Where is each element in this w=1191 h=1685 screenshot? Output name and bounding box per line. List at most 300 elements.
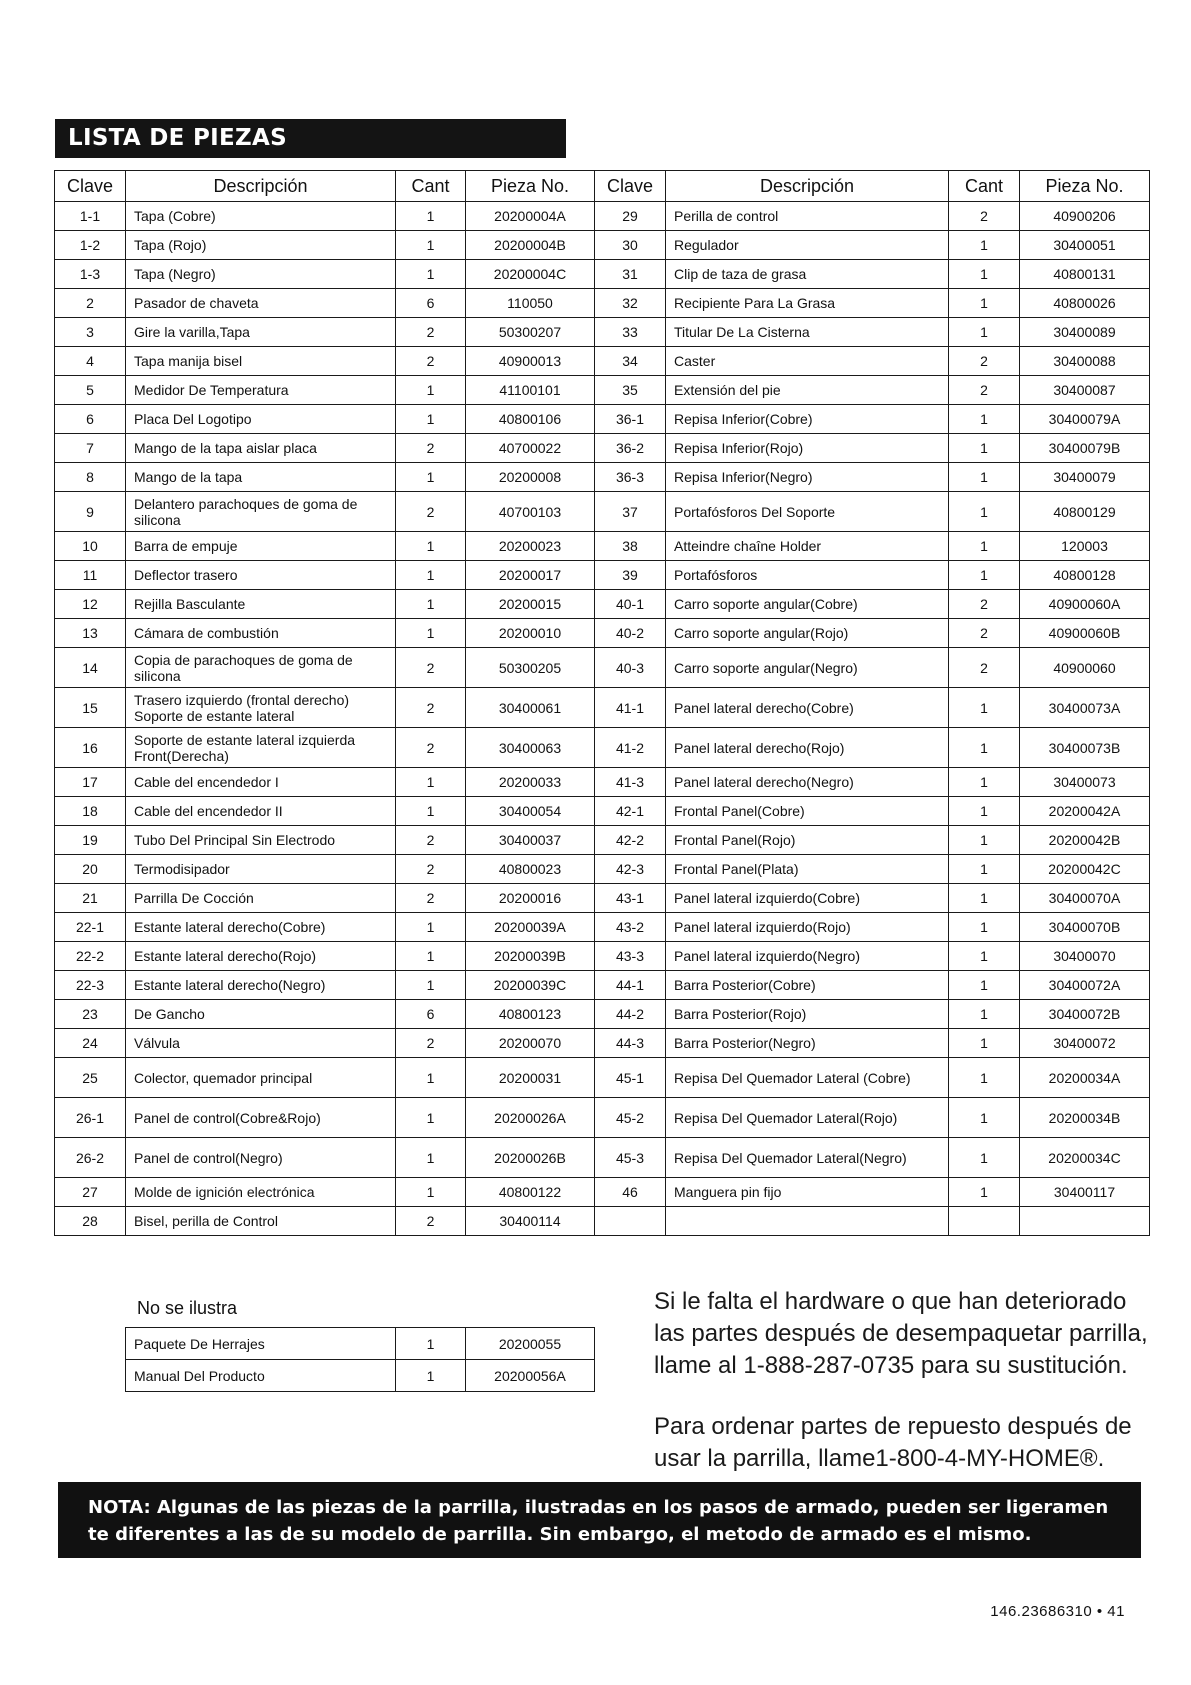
quantity-cell: 2: [396, 688, 466, 728]
table-row: [55, 648, 1150, 688]
part-number-cell: 20200016: [466, 884, 595, 913]
key-cell: 2: [55, 289, 126, 318]
description-cell: Mango de la tapa: [126, 463, 396, 492]
not-illustrated-table: [125, 1327, 595, 1392]
description-cell: Tapa manija bisel: [126, 347, 396, 376]
description-cell: Paquete De Herrajes: [126, 1328, 396, 1360]
description-cell: Barra Posterior(Rojo): [666, 1000, 949, 1029]
table-row: [55, 492, 1150, 532]
key-cell: 13: [55, 619, 126, 648]
description-cell: Recipiente Para La Grasa: [666, 289, 949, 318]
description-cell: Clip de taza de grasa: [666, 260, 949, 289]
quantity-cell: 2: [396, 1029, 466, 1058]
key-cell: 30: [595, 231, 666, 260]
description-cell: Molde de ignición electrónica: [126, 1178, 396, 1207]
key-cell: 36-1: [595, 405, 666, 434]
quantity-cell: 2: [949, 648, 1020, 688]
not-illustrated-body: [126, 1328, 595, 1392]
description-cell: Estante lateral derecho(Cobre): [126, 913, 396, 942]
quantity-cell: 1: [949, 1029, 1020, 1058]
key-cell: 39: [595, 561, 666, 590]
description-cell: Bisel, perilla de Control: [126, 1207, 396, 1236]
quantity-cell: 1: [396, 797, 466, 826]
quantity-cell: 1: [396, 1360, 466, 1392]
description-cell: Extensión del pie: [666, 376, 949, 405]
part-number-cell: 20200039A: [466, 913, 595, 942]
quantity-cell: 2: [396, 728, 466, 768]
description-cell: Panel de control(Negro): [126, 1138, 396, 1178]
quantity-cell: [949, 1207, 1020, 1236]
description-cell: Repisa Del Quemador Lateral(Rojo): [666, 1098, 949, 1138]
quantity-cell: 1: [949, 826, 1020, 855]
table-row: [55, 289, 1150, 318]
quantity-cell: 1: [396, 1138, 466, 1178]
key-cell: 41-2: [595, 728, 666, 768]
description-cell: Carro soporte angular(Negro): [666, 648, 949, 688]
table-row: [55, 1178, 1150, 1207]
quantity-cell: 1: [949, 688, 1020, 728]
table-row: [55, 855, 1150, 884]
description-cell: Frontal Panel(Rojo): [666, 826, 949, 855]
key-cell: 11: [55, 561, 126, 590]
quantity-cell: 1: [949, 797, 1020, 826]
part-number-cell: 40700022: [466, 434, 595, 463]
quantity-cell: 1: [396, 405, 466, 434]
description-cell: Delantero parachoques de goma de silicona: [126, 492, 396, 532]
description-cell: Frontal Panel(Plata): [666, 855, 949, 884]
description-cell: Rejilla Basculante: [126, 590, 396, 619]
part-number-cell: 40800131: [1020, 260, 1150, 289]
description-cell: Panel lateral izquierdo(Negro): [666, 942, 949, 971]
part-number-cell: 30400073B: [1020, 728, 1150, 768]
table-row: [55, 202, 1150, 231]
quantity-cell: 1: [949, 463, 1020, 492]
description-cell: Repisa Inferior(Cobre): [666, 405, 949, 434]
part-number-cell: 30400087: [1020, 376, 1150, 405]
key-cell: 16: [55, 728, 126, 768]
part-number-cell: 120003: [1020, 532, 1150, 561]
table-row: [55, 231, 1150, 260]
key-cell: 26-1: [55, 1098, 126, 1138]
order-parts-message: Para ordenar partes de repuesto después de usar la parrilla, llame1-800-4-MY-HOME®.: [654, 1413, 1132, 1472]
key-cell: 46: [595, 1178, 666, 1207]
part-number-cell: 20200042B: [1020, 826, 1150, 855]
key-cell: 15: [55, 688, 126, 728]
key-cell: 22-1: [55, 913, 126, 942]
description-cell: Barra Posterior(Cobre): [666, 971, 949, 1000]
part-number-cell: 40700103: [466, 492, 595, 532]
description-cell: De Gancho: [126, 1000, 396, 1029]
key-cell: 6: [55, 405, 126, 434]
key-cell: 20: [55, 855, 126, 884]
quantity-cell: 1: [949, 942, 1020, 971]
key-cell: 4: [55, 347, 126, 376]
description-cell: Parrilla De Cocción: [126, 884, 396, 913]
table-row: [55, 405, 1150, 434]
part-number-cell: 40900060B: [1020, 619, 1150, 648]
part-number-cell: 20200034C: [1020, 1138, 1150, 1178]
column-header: Cant: [949, 171, 1020, 202]
description-cell: Tapa (Rojo): [126, 231, 396, 260]
table-row: [55, 1029, 1150, 1058]
description-cell: Barra de empuje: [126, 532, 396, 561]
description-cell: Carro soporte angular(Rojo): [666, 619, 949, 648]
table-row: [55, 797, 1150, 826]
description-cell: Placa Del Logotipo: [126, 405, 396, 434]
note-banner: [58, 1482, 1141, 1558]
description-cell: Regulador: [666, 231, 949, 260]
quantity-cell: 1: [396, 1328, 466, 1360]
key-cell: 24: [55, 1029, 126, 1058]
part-number-cell: 30400079: [1020, 463, 1150, 492]
table-row: [55, 561, 1150, 590]
description-cell: Carro soporte angular(Cobre): [666, 590, 949, 619]
key-cell: 41-3: [595, 768, 666, 797]
table-row: [55, 1098, 1150, 1138]
key-cell: 42-2: [595, 826, 666, 855]
part-number-cell: 20200042C: [1020, 855, 1150, 884]
key-cell: 44-2: [595, 1000, 666, 1029]
table-row: [55, 434, 1150, 463]
key-cell: 31: [595, 260, 666, 289]
description-cell: Atteindre chaîne Holder: [666, 532, 949, 561]
quantity-cell: 2: [396, 826, 466, 855]
quantity-cell: 1: [396, 971, 466, 1000]
part-number-cell: 20200004B: [466, 231, 595, 260]
key-cell: 45-3: [595, 1138, 666, 1178]
quantity-cell: 1: [396, 1178, 466, 1207]
key-cell: 14: [55, 648, 126, 688]
quantity-cell: 1: [396, 768, 466, 797]
description-cell: Válvula: [126, 1029, 396, 1058]
quantity-cell: 2: [949, 590, 1020, 619]
quantity-cell: 2: [396, 648, 466, 688]
key-cell: 25: [55, 1058, 126, 1098]
key-cell: 3: [55, 318, 126, 347]
quantity-cell: 2: [396, 492, 466, 532]
key-cell: 40-1: [595, 590, 666, 619]
quantity-cell: 2: [949, 376, 1020, 405]
quantity-cell: 1: [949, 434, 1020, 463]
part-number-cell: 30400073A: [1020, 688, 1150, 728]
quantity-cell: 1: [949, 1178, 1020, 1207]
quantity-cell: 1: [949, 561, 1020, 590]
quantity-cell: 1: [949, 1138, 1020, 1178]
description-cell: Trasero izquierdo (frontal derecho) Soporte de estante lateral: [126, 688, 396, 728]
key-cell: 1-2: [55, 231, 126, 260]
part-number-cell: 30400070B: [1020, 913, 1150, 942]
description-cell: Deflector trasero: [126, 561, 396, 590]
description-cell: Panel lateral derecho(Negro): [666, 768, 949, 797]
table-row: [55, 532, 1150, 561]
quantity-cell: 1: [949, 1098, 1020, 1138]
column-header: Clave: [595, 171, 666, 202]
quantity-cell: 1: [949, 492, 1020, 532]
table-row: [55, 463, 1150, 492]
description-cell: Repisa Inferior(Negro): [666, 463, 949, 492]
quantity-cell: 1: [396, 231, 466, 260]
part-number-cell: 30400072: [1020, 1029, 1150, 1058]
part-number-cell: 20200026A: [466, 1098, 595, 1138]
quantity-cell: 1: [949, 1000, 1020, 1029]
key-cell: 7: [55, 434, 126, 463]
quantity-cell: 6: [396, 1000, 466, 1029]
key-cell: 19: [55, 826, 126, 855]
part-number-cell: 30400079B: [1020, 434, 1150, 463]
part-number-cell: 20200015: [466, 590, 595, 619]
table-row: [55, 728, 1150, 768]
part-number-cell: 30400037: [466, 826, 595, 855]
description-cell: Barra Posterior(Negro): [666, 1029, 949, 1058]
table-row: [55, 347, 1150, 376]
key-cell: 43-2: [595, 913, 666, 942]
quantity-cell: 1: [949, 405, 1020, 434]
key-cell: 36-2: [595, 434, 666, 463]
key-cell: 38: [595, 532, 666, 561]
key-cell: 12: [55, 590, 126, 619]
key-cell: 21: [55, 884, 126, 913]
key-cell: 44-1: [595, 971, 666, 1000]
key-cell: 22-2: [55, 942, 126, 971]
table-header-row: [55, 171, 1150, 202]
part-number-cell: 40800123: [466, 1000, 595, 1029]
part-number-cell: 50300207: [466, 318, 595, 347]
quantity-cell: 1: [949, 855, 1020, 884]
key-cell: 26-2: [55, 1138, 126, 1178]
description-cell: Tubo Del Principal Sin Electrodo: [126, 826, 396, 855]
missing-hardware-message: Si le falta el hardware o que han deteriorado las partes después de desempaquetar parrilla, llame al 1-888-287-0735 para su sustitución.: [654, 1288, 1148, 1379]
part-number-cell: [1020, 1207, 1150, 1236]
quantity-cell: 1: [396, 913, 466, 942]
quantity-cell: 1: [949, 913, 1020, 942]
key-cell: 22-3: [55, 971, 126, 1000]
description-cell: Copia de parachoques de goma de silicona: [126, 648, 396, 688]
table-row: [55, 619, 1150, 648]
quantity-cell: 2: [396, 318, 466, 347]
quantity-cell: 6: [396, 289, 466, 318]
key-cell: 23: [55, 1000, 126, 1029]
part-number-cell: 40900060: [1020, 648, 1150, 688]
quantity-cell: 1: [949, 971, 1020, 1000]
part-number-cell: 20200055: [466, 1328, 595, 1360]
quantity-cell: 2: [396, 884, 466, 913]
quantity-cell: 1: [396, 590, 466, 619]
part-number-cell: 30400089: [1020, 318, 1150, 347]
part-number-cell: 40900013: [466, 347, 595, 376]
key-cell: 33: [595, 318, 666, 347]
part-number-cell: 30400054: [466, 797, 595, 826]
table-row: [55, 376, 1150, 405]
quantity-cell: 2: [396, 855, 466, 884]
column-header: Descripción: [666, 171, 949, 202]
part-number-cell: 30400070: [1020, 942, 1150, 971]
description-cell: Repisa Inferior(Rojo): [666, 434, 949, 463]
description-cell: Panel lateral derecho(Cobre): [666, 688, 949, 728]
key-cell: 43-3: [595, 942, 666, 971]
key-cell: 41-1: [595, 688, 666, 728]
quantity-cell: 2: [396, 347, 466, 376]
part-number-cell: 50300205: [466, 648, 595, 688]
table-row: [55, 942, 1150, 971]
part-number-cell: 30400073: [1020, 768, 1150, 797]
key-cell: 40-3: [595, 648, 666, 688]
description-cell: Mango de la tapa aislar placa: [126, 434, 396, 463]
key-cell: 8: [55, 463, 126, 492]
column-header: Cant: [396, 171, 466, 202]
description-cell: Tapa (Cobre): [126, 202, 396, 231]
key-cell: 43-1: [595, 884, 666, 913]
quantity-cell: 1: [396, 260, 466, 289]
part-number-cell: 20200034B: [1020, 1098, 1150, 1138]
key-cell: 35: [595, 376, 666, 405]
part-number-cell: 20200004A: [466, 202, 595, 231]
key-cell: 29: [595, 202, 666, 231]
description-cell: Frontal Panel(Cobre): [666, 797, 949, 826]
description-cell: [666, 1207, 949, 1236]
quantity-cell: 1: [949, 231, 1020, 260]
key-cell: 1-3: [55, 260, 126, 289]
part-number-cell: 20200026B: [466, 1138, 595, 1178]
quantity-cell: 1: [396, 202, 466, 231]
description-cell: Estante lateral derecho(Negro): [126, 971, 396, 1000]
part-number-cell: 30400070A: [1020, 884, 1150, 913]
part-number-cell: 40800129: [1020, 492, 1150, 532]
description-cell: Panel lateral izquierdo(Cobre): [666, 884, 949, 913]
key-cell: 18: [55, 797, 126, 826]
quantity-cell: 1: [396, 532, 466, 561]
description-cell: Repisa Del Quemador Lateral(Negro): [666, 1138, 949, 1178]
part-number-cell: 40800106: [466, 405, 595, 434]
key-cell: 17: [55, 768, 126, 797]
section-title: LISTA DE PIEZAS: [68, 125, 287, 151]
description-cell: Portafósforos: [666, 561, 949, 590]
table-row: [55, 913, 1150, 942]
table-row: [126, 1328, 595, 1360]
quantity-cell: 1: [949, 728, 1020, 768]
quantity-cell: 1: [949, 289, 1020, 318]
description-cell: Perilla de control: [666, 202, 949, 231]
parts-table: [54, 170, 1150, 1236]
table-row: [55, 884, 1150, 913]
description-cell: Termodisipador: [126, 855, 396, 884]
key-cell: 42-1: [595, 797, 666, 826]
quantity-cell: 1: [949, 884, 1020, 913]
key-cell: 32: [595, 289, 666, 318]
description-cell: Panel de control(Cobre&Rojo): [126, 1098, 396, 1138]
part-number-cell: 41100101: [466, 376, 595, 405]
part-number-cell: 40800026: [1020, 289, 1150, 318]
quantity-cell: 2: [396, 434, 466, 463]
column-header: Pieza No.: [1020, 171, 1150, 202]
part-number-cell: 30400061: [466, 688, 595, 728]
table-row: [55, 260, 1150, 289]
quantity-cell: 1: [396, 463, 466, 492]
table-row: [126, 1360, 595, 1392]
column-header: Clave: [55, 171, 126, 202]
part-number-cell: 20200017: [466, 561, 595, 590]
description-cell: Colector, quemador principal: [126, 1058, 396, 1098]
description-cell: Panel lateral izquierdo(Rojo): [666, 913, 949, 942]
part-number-cell: 110050: [466, 289, 595, 318]
key-cell: 44-3: [595, 1029, 666, 1058]
table-row: [55, 1000, 1150, 1029]
quantity-cell: 1: [949, 318, 1020, 347]
table-row: [55, 318, 1150, 347]
key-cell: 45-2: [595, 1098, 666, 1138]
description-cell: Soporte de estante lateral izquierda Front(Derecha): [126, 728, 396, 768]
table-row: [55, 1058, 1150, 1098]
column-header: Pieza No.: [466, 171, 595, 202]
part-number-cell: 30400117: [1020, 1178, 1150, 1207]
quantity-cell: 2: [949, 619, 1020, 648]
table-row: [55, 826, 1150, 855]
description-cell: Pasador de chaveta: [126, 289, 396, 318]
part-number-cell: 20200039B: [466, 942, 595, 971]
part-number-cell: 20200070: [466, 1029, 595, 1058]
table-row: [55, 688, 1150, 728]
description-cell: Gire la varilla,Tapa: [126, 318, 396, 347]
key-cell: 1-1: [55, 202, 126, 231]
key-cell: 28: [55, 1207, 126, 1236]
part-number-cell: 30400079A: [1020, 405, 1150, 434]
table-row: [55, 1207, 1150, 1236]
key-cell: 40-2: [595, 619, 666, 648]
table-row: [55, 768, 1150, 797]
quantity-cell: 1: [396, 619, 466, 648]
description-cell: Repisa Del Quemador Lateral (Cobre): [666, 1058, 949, 1098]
description-cell: Cable del encendedor I: [126, 768, 396, 797]
description-cell: Estante lateral derecho(Rojo): [126, 942, 396, 971]
description-cell: Cable del encendedor II: [126, 797, 396, 826]
part-number-cell: 40900206: [1020, 202, 1150, 231]
note-text: NOTA: Algunas de las piezas de la parrilla, ilustradas en los pasos de armado, pueden ser ligeramen te diferentes a las de su modelo de parrilla. Sin embargo, el metodo de armado es el mismo.: [88, 1497, 1109, 1545]
quantity-cell: 1: [396, 1058, 466, 1098]
description-cell: Manual Del Producto: [126, 1360, 396, 1392]
description-cell: Cámara de combustión: [126, 619, 396, 648]
part-number-cell: 30400072A: [1020, 971, 1150, 1000]
quantity-cell: 1: [396, 942, 466, 971]
key-cell: 45-1: [595, 1058, 666, 1098]
quantity-cell: 1: [396, 561, 466, 590]
part-number-cell: 20200034A: [1020, 1058, 1150, 1098]
quantity-cell: 2: [949, 347, 1020, 376]
part-number-cell: 20200004C: [466, 260, 595, 289]
part-number-cell: 40800128: [1020, 561, 1150, 590]
table-row: [55, 1138, 1150, 1178]
key-cell: 37: [595, 492, 666, 532]
column-header: Descripción: [126, 171, 396, 202]
part-number-cell: 20200008: [466, 463, 595, 492]
part-number-cell: 30400088: [1020, 347, 1150, 376]
quantity-cell: 1: [949, 532, 1020, 561]
part-number-cell: 40800122: [466, 1178, 595, 1207]
part-number-cell: 20200023: [466, 532, 595, 561]
parts-table-body: [55, 202, 1150, 1236]
key-cell: 9: [55, 492, 126, 532]
description-cell: Caster: [666, 347, 949, 376]
quantity-cell: 2: [396, 1207, 466, 1236]
quantity-cell: 2: [949, 202, 1020, 231]
key-cell: 5: [55, 376, 126, 405]
quantity-cell: 1: [949, 1058, 1020, 1098]
part-number-cell: 30400051: [1020, 231, 1150, 260]
part-number-cell: 30400072B: [1020, 1000, 1150, 1029]
section-header: [55, 119, 566, 158]
key-cell: 42-3: [595, 855, 666, 884]
description-cell: Panel lateral derecho(Rojo): [666, 728, 949, 768]
key-cell: [595, 1207, 666, 1236]
key-cell: 27: [55, 1178, 126, 1207]
